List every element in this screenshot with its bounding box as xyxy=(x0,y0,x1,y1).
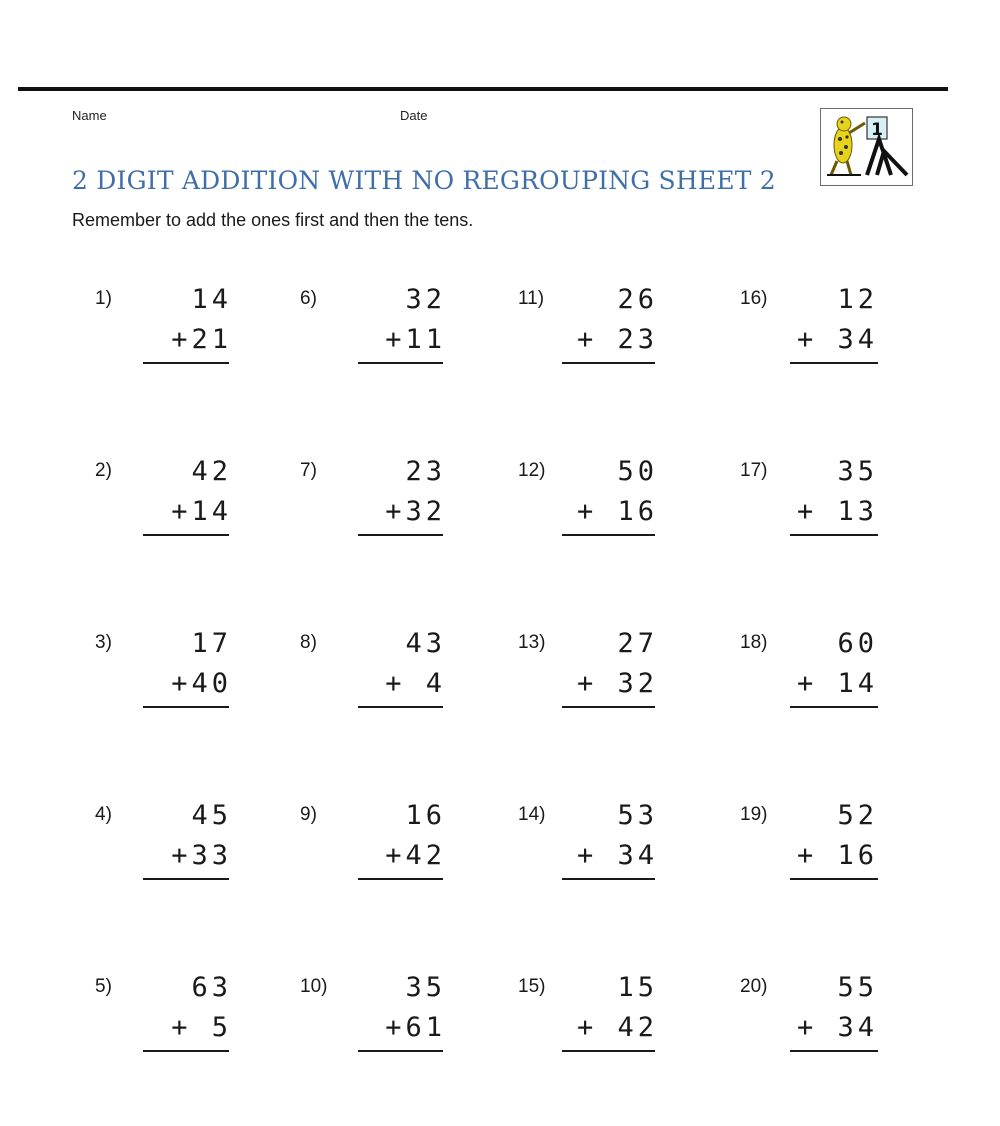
addend-bottom: +11 xyxy=(385,324,446,355)
addend-top: 35 xyxy=(405,972,446,1003)
addend-bottom: +61 xyxy=(385,1012,446,1043)
addend-top: 14 xyxy=(191,284,232,315)
answer-line xyxy=(358,1050,443,1052)
problem-16 xyxy=(740,284,955,408)
addend-bottom: + 34 xyxy=(796,324,878,355)
addend-top: 17 xyxy=(191,628,232,659)
addend-bottom: + 42 xyxy=(576,1012,658,1043)
addend-bottom: + 16 xyxy=(576,496,658,527)
problem-number: 17) xyxy=(740,460,768,481)
addend-bottom: + 23 xyxy=(576,324,658,355)
answer-line xyxy=(143,1050,229,1052)
addend-top: 60 xyxy=(837,628,878,659)
answer-line xyxy=(143,362,229,364)
worksheet-title: 2 DIGIT ADDITION WITH NO REGROUPING SHEET 2 xyxy=(72,166,776,195)
problem-4 xyxy=(95,800,310,924)
problem-12 xyxy=(518,456,733,580)
answer-line xyxy=(790,1050,878,1052)
problem-number: 16) xyxy=(740,288,768,309)
problem-2 xyxy=(95,456,310,580)
addend-bottom: +42 xyxy=(385,840,446,871)
addend-top: 15 xyxy=(617,972,658,1003)
answer-line xyxy=(562,706,655,708)
problem-number: 4) xyxy=(95,804,112,825)
problem-11 xyxy=(518,284,733,408)
problem-number: 9) xyxy=(300,804,317,825)
addend-bottom: +32 xyxy=(385,496,446,527)
addend-top: 50 xyxy=(617,456,658,487)
problem-number: 2) xyxy=(95,460,112,481)
addend-top: 55 xyxy=(837,972,878,1003)
answer-line xyxy=(358,362,443,364)
addend-top: 32 xyxy=(405,284,446,315)
answer-line xyxy=(143,706,229,708)
problem-3 xyxy=(95,628,310,752)
logo-digit: 1 xyxy=(871,120,883,140)
addend-bottom: + 32 xyxy=(576,668,658,699)
problem-number: 12) xyxy=(518,460,546,481)
problem-number: 8) xyxy=(300,632,317,653)
addend-bottom: +14 xyxy=(171,496,232,527)
problem-number: 6) xyxy=(300,288,317,309)
top-rule xyxy=(18,87,948,91)
addend-top: 23 xyxy=(405,456,446,487)
addend-top: 16 xyxy=(405,800,446,831)
addend-top: 27 xyxy=(617,628,658,659)
problem-13 xyxy=(518,628,733,752)
answer-line xyxy=(358,534,443,536)
addend-bottom: + 16 xyxy=(796,840,878,871)
problem-15 xyxy=(518,972,733,1096)
answer-line xyxy=(562,362,655,364)
answer-line xyxy=(143,534,229,536)
addend-bottom: +33 xyxy=(171,840,232,871)
addend-bottom: + 34 xyxy=(796,1012,878,1043)
problem-number: 19) xyxy=(740,804,768,825)
answer-line xyxy=(143,878,229,880)
addend-top: 53 xyxy=(617,800,658,831)
addend-bottom: +21 xyxy=(171,324,232,355)
addend-bottom: + 4 xyxy=(385,668,446,699)
problem-19 xyxy=(740,800,955,924)
addend-top: 26 xyxy=(617,284,658,315)
addend-bottom: + 34 xyxy=(576,840,658,871)
addend-bottom: + 13 xyxy=(796,496,878,527)
problem-18 xyxy=(740,628,955,752)
problem-17 xyxy=(740,456,955,580)
addend-bottom: + 14 xyxy=(796,668,878,699)
instruction-text: Remember to add the ones first and then the tens. xyxy=(72,210,474,230)
answer-line xyxy=(790,878,878,880)
problem-number: 11) xyxy=(518,288,545,309)
problem-7 xyxy=(300,456,515,580)
addend-top: 45 xyxy=(191,800,232,831)
answer-line xyxy=(562,534,655,536)
answer-line xyxy=(790,362,878,364)
problem-number: 10) xyxy=(300,976,328,997)
answer-line xyxy=(790,706,878,708)
addend-top: 43 xyxy=(405,628,446,659)
problem-number: 20) xyxy=(740,976,768,997)
problem-9 xyxy=(300,800,515,924)
math-salamanders-logo-icon xyxy=(820,108,913,186)
problem-10 xyxy=(300,972,515,1096)
answer-line xyxy=(562,878,655,880)
problem-1 xyxy=(95,284,310,408)
problem-number: 15) xyxy=(518,976,546,997)
addend-bottom: +40 xyxy=(171,668,232,699)
answer-line xyxy=(358,706,443,708)
problem-number: 18) xyxy=(740,632,768,653)
problem-number: 1) xyxy=(95,288,112,309)
addend-top: 52 xyxy=(837,800,878,831)
problem-14 xyxy=(518,800,733,924)
problem-number: 3) xyxy=(95,632,112,653)
problem-number: 13) xyxy=(518,632,546,653)
problem-20 xyxy=(740,972,955,1096)
problem-number: 7) xyxy=(300,460,317,481)
addend-top: 35 xyxy=(837,456,878,487)
answer-line xyxy=(562,1050,655,1052)
addend-top: 63 xyxy=(191,972,232,1003)
problem-6 xyxy=(300,284,515,408)
problem-number: 5) xyxy=(95,976,112,997)
addend-top: 12 xyxy=(837,284,878,315)
addend-top: 42 xyxy=(191,456,232,487)
answer-line xyxy=(358,878,443,880)
date-label: Date xyxy=(400,108,428,123)
name-label: Name xyxy=(72,108,107,123)
addend-bottom: + 5 xyxy=(171,1012,232,1043)
problem-number: 14) xyxy=(518,804,546,825)
problem-8 xyxy=(300,628,515,752)
answer-line xyxy=(790,534,878,536)
problem-5 xyxy=(95,972,310,1096)
